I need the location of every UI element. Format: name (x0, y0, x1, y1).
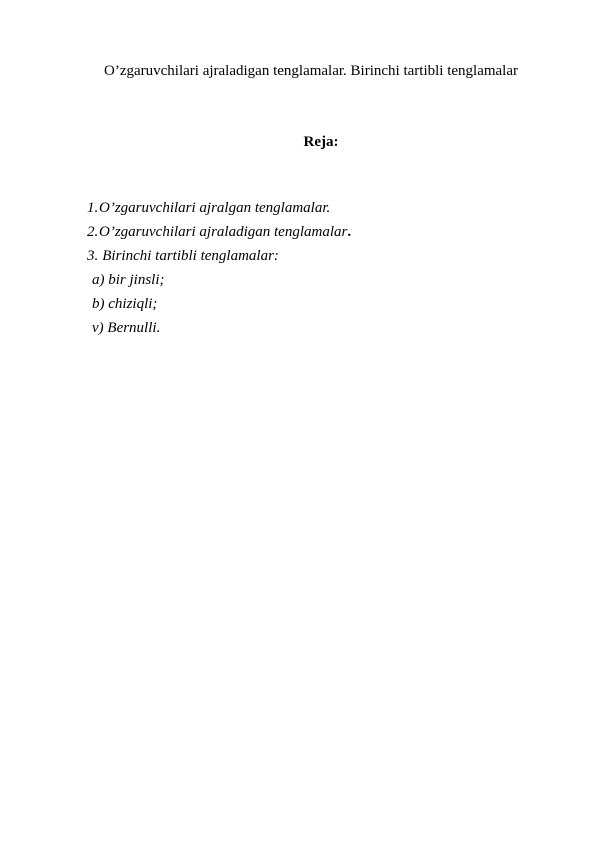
plan-item-bold-period: . (347, 224, 352, 240)
plan-list (87, 196, 351, 340)
document-title: O’zgaruvchilari ajraladigan tenglamalar. Birinchi tartibli tenglamalar (104, 63, 518, 79)
plan-sub-item-a: a) bir jinsli; (92, 272, 165, 288)
plan-item-number: 1. (87, 200, 99, 216)
plan-sub-item-b: b) chiziqli; (92, 296, 158, 312)
plan-item-number: 2. (87, 224, 99, 240)
plan-item-text: Birinchi tartibli tenglamalar: (102, 248, 279, 264)
plan-sub-item-v: v) Bernulli. (92, 320, 161, 336)
plan-item-3 (87, 244, 351, 268)
plan-item-number: 3. (87, 248, 99, 264)
plan-item-2 (87, 220, 351, 244)
plan-item-text: O’zgaruvchilari ajraladigan tenglamalar (99, 224, 348, 240)
plan-item-1 (87, 196, 351, 220)
plan-item-text: O’zgaruvchilari ajralgan tenglamalar. (99, 200, 331, 216)
plan-heading: Reja: (303, 134, 339, 150)
